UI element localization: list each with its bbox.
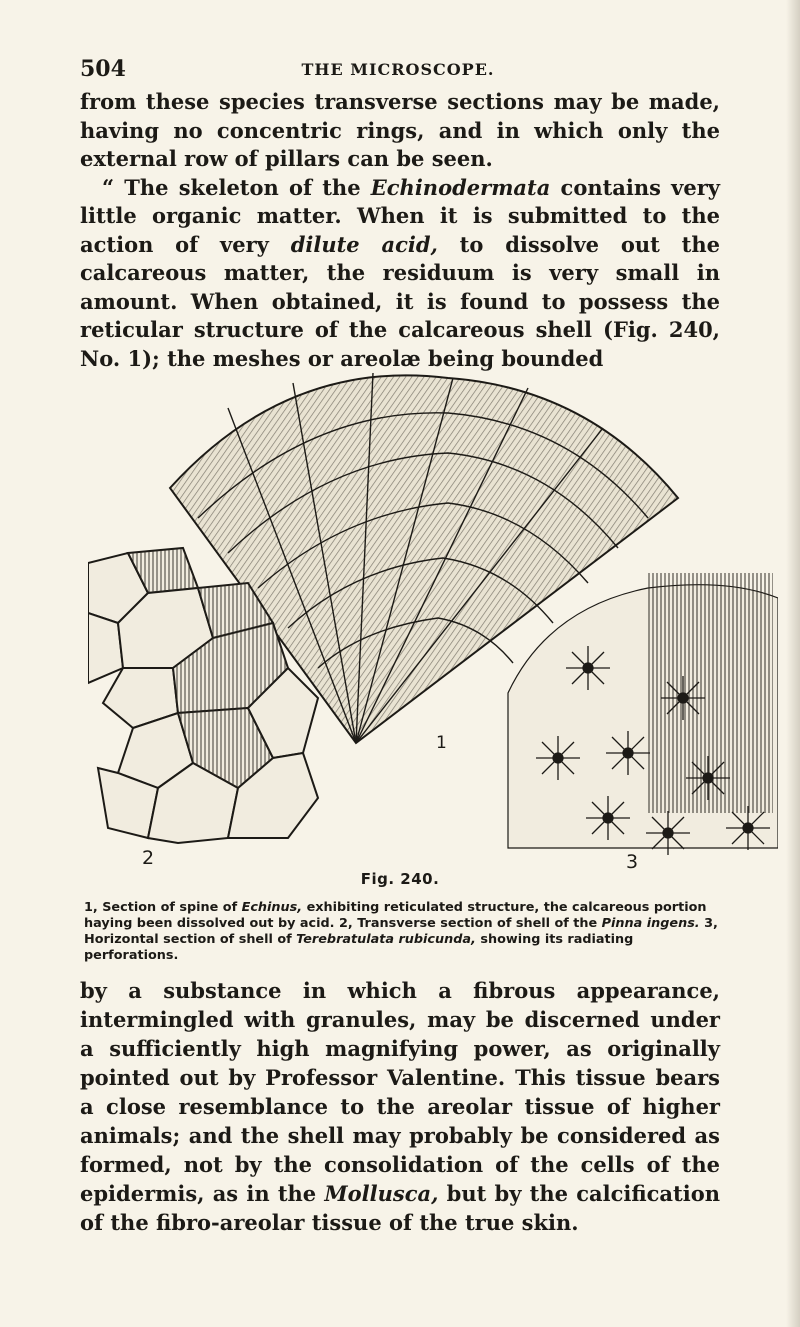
text-run: by a substance in which a fibrous appearance, intermingled with granules, may be discerned under a sufficiently high magnifying power, as originally pointed out by Professor Valentine. This tissue bears a close resemblance to the areolar tissue of higher animals; and the shell may probably be considered as formed, not by the consolidation of the cells of the epidermis, as in the <box>80 978 720 1206</box>
running-title: THE MICROSCOPE. <box>301 60 495 79</box>
text-run: contains very little organic matter. When it is submitted to the action of very <box>80 174 720 257</box>
terebratulata-shell-section <box>508 573 778 855</box>
caption-italic: Pinna ingens. <box>601 916 700 931</box>
italic-term: dilute acid, <box>290 231 438 257</box>
text-run: but by the calcification of the fibro-areolar tissue of the true skin. <box>80 1181 720 1235</box>
figure-240-illustration <box>88 368 778 878</box>
figure-caption <box>84 900 726 964</box>
caption-italic: Echinus, <box>241 900 303 915</box>
text-run: to dissolve out the calcareous matter, the residuum is very small in amount. When obtained, it is found to possess the reticular structure of the calcareous shell (Fig. 240, No. 1); the meshes or areolæ being bounded <box>80 231 720 371</box>
figure-label-1: 1 <box>436 733 447 753</box>
text-run: “ The skeleton of the <box>102 174 371 200</box>
body-text-bottom <box>80 976 720 1237</box>
paragraph-2 <box>80 174 720 374</box>
page-number: 504 <box>80 56 126 82</box>
figure-title: Fig. 240. <box>360 870 440 888</box>
caption-run: 1, Section of spine of <box>84 900 242 915</box>
figure-label-3: 3 <box>626 851 639 873</box>
caption-italic: Terebratulata rubicunda, <box>296 932 476 947</box>
caption-run: showing its radiating perforations. <box>84 932 634 963</box>
italic-term: Echinodermata <box>370 174 551 200</box>
running-head <box>80 56 716 84</box>
italic-term: Mollusca, <box>324 1181 439 1206</box>
body-text-top <box>80 88 720 373</box>
caption-run: 3, Horizontal section of shell of <box>84 916 718 947</box>
caption-run: exhibiting reticulated structure, the calcareous portion haying been dissolved out by acid. 2, Transverse section of shell of the <box>84 900 707 931</box>
figure-label-2: 2 <box>142 847 155 869</box>
page-edge-shadow <box>786 0 800 1327</box>
paragraph-1: from these species transverse sections may be made, having no concentric rings, and in which only the external row of pillars can be seen. <box>80 89 720 171</box>
